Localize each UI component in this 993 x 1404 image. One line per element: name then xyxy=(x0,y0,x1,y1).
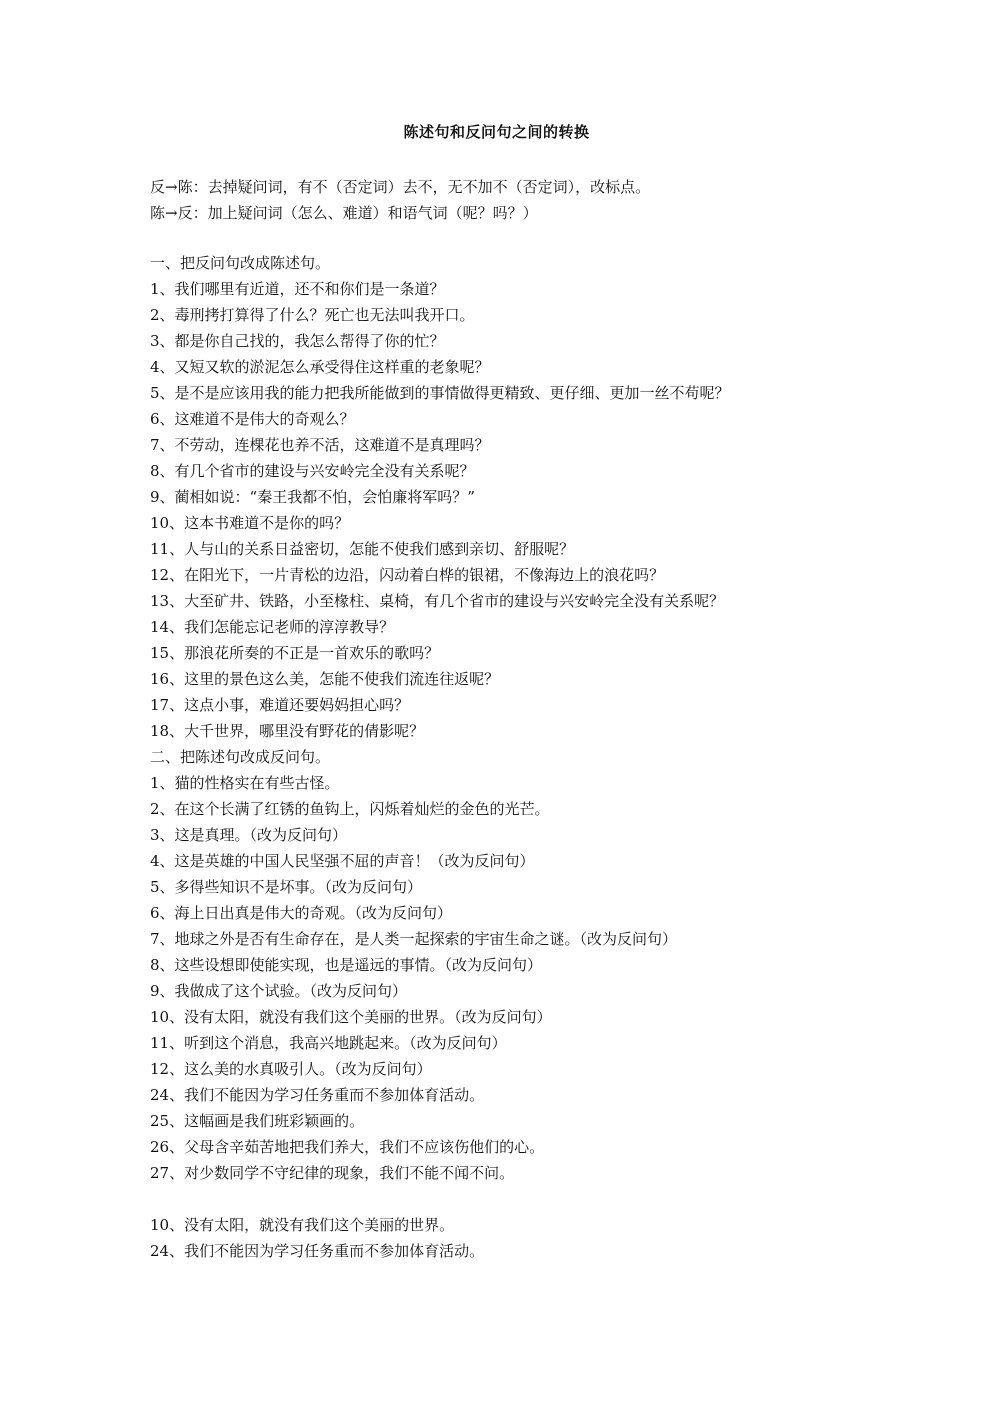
list-item: 2、毒刑拷打算得了什么？死亡也无法叫我开口。 xyxy=(150,306,475,324)
trailing-item: 10、没有太阳，就没有我们这个美丽的世界。 xyxy=(150,1216,455,1234)
list-item: 6、这难道不是伟大的奇观么？ xyxy=(150,410,355,428)
list-item: 10、这本书难道不是你的吗？ xyxy=(150,514,350,532)
list-item: 6、海上日出真是伟大的奇观。（改为反问句） xyxy=(150,904,453,922)
list-item: 10、没有太阳，就没有我们这个美丽的世界。（改为反问句） xyxy=(150,1008,552,1026)
list-item: 14、我们怎能忘记老师的淳淳教导？ xyxy=(150,618,395,636)
list-item: 13、大至矿井、铁路，小至椽柱、桌椅，有几个省市的建设与兴安岭完全没有关系呢？ xyxy=(150,592,725,610)
list-item: 4、这是英雄的中国人民坚强不屈的声音！（改为反问句） xyxy=(150,852,535,870)
list-item: 5、是不是应该用我的能力把我所能做到的事情做得更精致、更仔细、更加一丝不苟呢？ xyxy=(150,384,730,402)
list-item: 1、我们哪里有近道，还不和你们是一条道？ xyxy=(150,280,445,298)
document-title: 陈述句和反问句之间的转换 xyxy=(403,123,590,141)
list-item: 4、又短又软的淤泥怎么承受得住这样重的老象呢？ xyxy=(150,358,490,376)
list-item: 12、这么美的水真吸引人。（改为反问句） xyxy=(150,1060,432,1078)
conversion-rules xyxy=(150,174,650,226)
trailing-item: 24、我们不能因为学习任务重而不参加体育活动。 xyxy=(150,1242,485,1260)
list-item: 16、这里的景色这么美，怎能不使我们流连往返呢？ xyxy=(150,670,500,688)
list-item: 26、父母含辛茹苦地把我们养大，我们不应该伤他们的心。 xyxy=(150,1138,545,1156)
list-item: 11、听到这个消息，我高兴地跳起来。（改为反问句） xyxy=(150,1034,507,1052)
list-item: 8、有几个省市的建设与兴安岭完全没有关系呢？ xyxy=(150,462,475,480)
list-item: 7、地球之外是否有生命存在，是人类一起探索的宇宙生命之谜。（改为反问句） xyxy=(150,930,678,948)
list-item: 7、不劳动，连棵花也养不活，这难道不是真理吗？ xyxy=(150,436,490,454)
rule-declarative-to-rhetorical: 陈→反：加上疑问词（怎么、难道）和语气词（呢？吗？） xyxy=(150,204,538,222)
list-item: 2、在这个长满了红锈的鱼钩上，闪烁着灿烂的金色的光芒。 xyxy=(150,800,550,818)
list-item: 9、蔺相如说：“秦王我都不怕，会怕廉将军吗？” xyxy=(150,488,475,506)
list-item: 15、那浪花所奏的不正是一首欢乐的歌吗？ xyxy=(150,644,440,662)
list-item: 3、这是真理。（改为反问句） xyxy=(150,826,348,844)
list-item: 18、大千世界，哪里没有野花的倩影呢？ xyxy=(150,722,425,740)
list-item: 25、这幅画是我们班彩颖画的。 xyxy=(150,1112,365,1130)
list-item: 8、这些设想即使能实现，也是遥远的事情。（改为反问句） xyxy=(150,956,543,974)
list-item: 9、我做成了这个试验。（改为反问句） xyxy=(150,982,408,1000)
rule-rhetorical-to-declarative: 反→陈：去掉疑问词，有不（否定词）去不，无不加不（否定词），改标点。 xyxy=(150,178,651,196)
list-item: 11、人与山的关系日益密切，怎能不使我们感到亲切、舒服呢？ xyxy=(150,540,575,558)
list-item: 24、我们不能因为学习任务重而不参加体育活动。 xyxy=(150,1086,485,1104)
blank-line xyxy=(150,1186,850,1212)
list-item: 12、在阳光下，一片青松的边沿，闪动着白桦的银裙，不像海边上的浪花吗？ xyxy=(150,566,665,584)
list-item: 1、猫的性格实在有些古怪。 xyxy=(150,774,340,792)
list-item: 27、对少数同学不守纪律的现象，我们不能不闻不问。 xyxy=(150,1164,515,1182)
exercise-content xyxy=(150,250,850,1264)
list-item: 3、都是你自己找的，我怎么帮得了你的忙？ xyxy=(150,332,445,350)
section-2-heading: 二、把陈述句改成反问句。 xyxy=(150,748,331,766)
list-item: 5、多得些知识不是坏事。（改为反问句） xyxy=(150,878,423,896)
list-item: 17、这点小事，难道还要妈妈担心吗？ xyxy=(150,696,410,714)
section-1-heading: 一、把反问句改成陈述句。 xyxy=(150,254,331,272)
